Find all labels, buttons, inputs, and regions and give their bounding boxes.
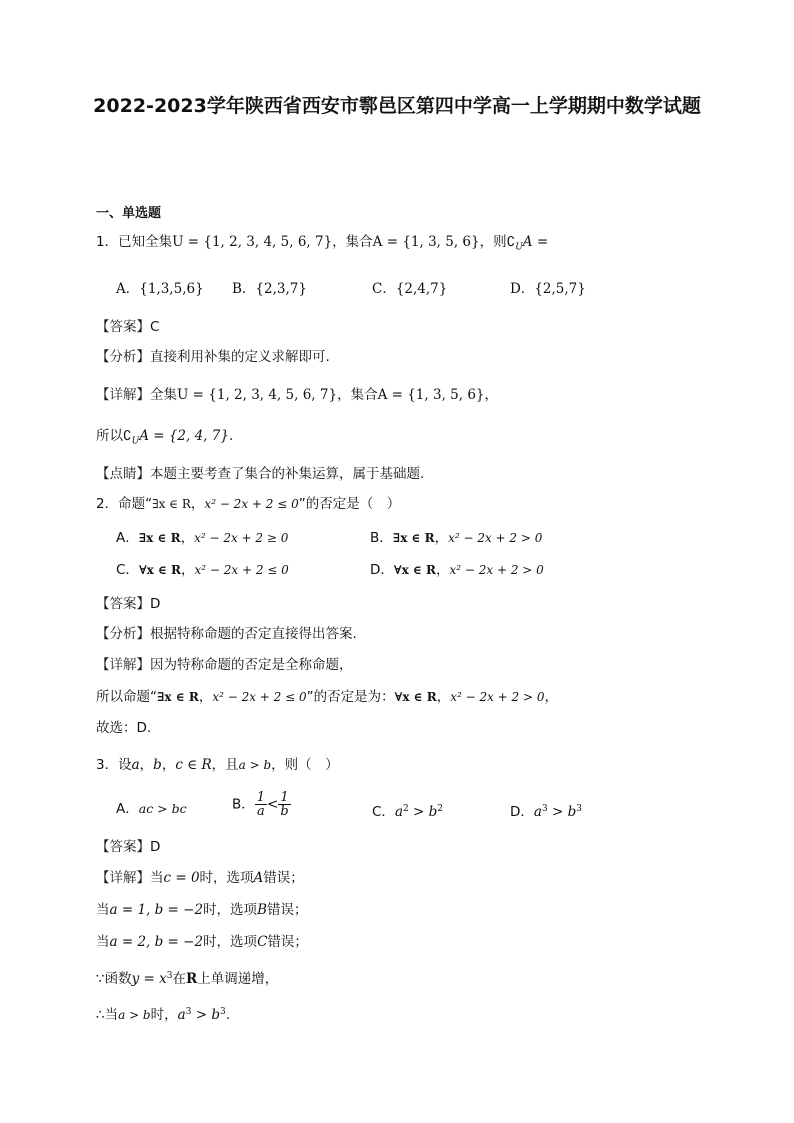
q2-detail: 【详解】因为特称命题的否定是全称命题， [96, 657, 353, 673]
q2-analysis: 【分析】根据特称命题的否定直接得出答案. [96, 626, 357, 642]
q1-answer: 【答案】C [96, 319, 160, 335]
q3-detail-1: 【详解】当c = 0时，选项A错误； [96, 870, 304, 886]
q1-detail-2: 所以$∁_UA = \{2$, 4, 7}. [96, 428, 234, 447]
q2-option-b: B．∃x ∈ R，x² − 2x + 2 > 0 [370, 530, 543, 546]
q2-conclusion: 故选：D. [96, 720, 152, 736]
q1-comment: 【点睛】本题主要考查了集合的补集运算，属于基础题. [96, 466, 425, 482]
q2-option-c: C．∀x ∈ R，x² − 2x + 2 ≤ 0 [116, 562, 289, 578]
q3-detail-5: ∴当a > b时，$a^3 > b^3$. [96, 1007, 231, 1023]
fraction-1-over-b: $\frac{1}{b}$ [280, 790, 289, 819]
q1-detail: 【详解】全集U = {1, 2, 3, 4, 5, 6, 7}，集合A = {1, 3, 5, 6}， [96, 387, 499, 403]
q1-option-d: D．{2,5,7} [510, 281, 586, 297]
section-heading: 一、单选题 [96, 206, 162, 221]
q3-stem: 3．设a，b，c ∈ R，且a > b，则（ ） [96, 757, 339, 773]
q2-answer: 【答案】D [96, 596, 161, 612]
q1-analysis: 【分析】直接利用补集的定义求解即可. [96, 349, 330, 365]
q1-option-b: B．{2,3,7} [232, 281, 307, 297]
q2-detail-2: 所以命题“∃x ∈ R，x² − 2x + 2 ≤ 0”的否定是为：∀x ∈ R，x² − 2x + 2 > 0， [96, 689, 558, 705]
q1-option-a: A．{1,3,5,6} [116, 281, 204, 297]
q3-answer: 【答案】D [96, 839, 161, 855]
q3-detail-3: 当a = 2, b = −2时，选项C错误； [96, 934, 308, 950]
q3-option-a: A．ac > bc [116, 801, 187, 817]
q3-option-c: C．$a^2 > b^2$ [372, 804, 444, 820]
q1-option-c: C．{2,4,7} [372, 281, 448, 297]
q3-detail-4: ∵函数$y = x^3$在R上单调递增， [96, 971, 279, 987]
page-title: 2022-2023学年陕西省西安市鄠邑区第四中学高一上学期期中数学试题 [93, 95, 701, 117]
q2-option-a: A．∃x ∈ R，x² − 2x + 2 ≥ 0 [116, 530, 289, 546]
q2-option-d: D．∀x ∈ R，x² − 2x + 2 > 0 [370, 562, 544, 578]
q3-option-b: B． $\frac{1}{a}$ < $\frac{1}{b}$ [232, 790, 289, 819]
q3-option-d: D．$a^3 > b^3$ [510, 804, 582, 820]
q1-stem: 1．已知全集U = {1, 2, 3, 4, 5, 6, 7}，集合A = {1, 3, 5, 6}，则$∁_UA$ = [96, 234, 549, 253]
fraction-1-over-a: $\frac{1}{a}$ [256, 790, 266, 819]
q3-detail-2: 当a = 1, b = −2时，选项B错误； [96, 902, 308, 918]
q2-stem: 2．命题“∃x ∈ R，x² − 2x + 2 ≤ 0”的否定是（ ） [96, 496, 401, 512]
